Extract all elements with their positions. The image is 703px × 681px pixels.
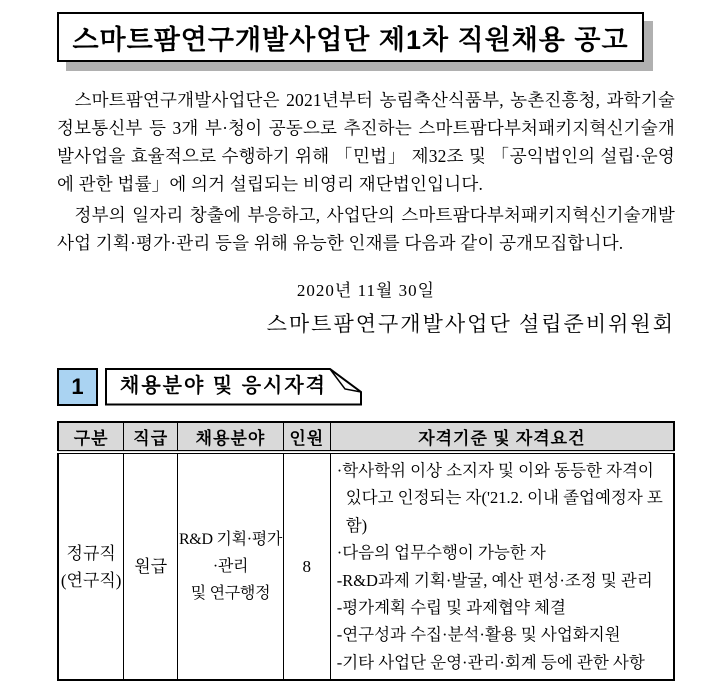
cell-count: 8 [283,452,330,680]
category-line-2: (연구직) [60,570,122,590]
table-row [58,452,674,680]
table-header-row [58,422,674,452]
header-qualifications: 자격기준 및 자격요건 [330,422,674,452]
cell-grade: 원급 [124,452,178,680]
header-field: 채용분야 [178,422,284,452]
intro-paragraph-2: 정부의 일자리 창출에 부응하고, 사업단의 스마트팜다부처패키지혁신기술개발사업 기획·평가·관리 등을 위해 유능한 인재를 다음과 같이 공개모집합니다. [57,205,675,253]
qualification-line: ·다음의 업무수행이 가능한 자 [336,543,546,563]
notice-title-box [57,12,644,62]
qualification-line: -R&D과제 기획·발굴, 예산 편성·조정 및 관리 [336,570,653,590]
cell-category [58,452,124,680]
qualification-line: -연구성과 수집·분석·활용 및 사업화지원 [336,625,621,645]
header-count: 인원 [283,422,330,452]
field-line-2: 및 연구행정 [190,585,271,603]
cell-qualifications [330,452,674,680]
section-number-badge: 1 [57,368,98,406]
notice-date: 2020년 11월 30일 [296,281,436,300]
section-heading [57,368,363,406]
signature-committee: 스마트팜연구개발사업단 설립준비위원회 [266,312,675,336]
intro-paragraphs [57,86,675,257]
notice-title: 스마트팜연구개발사업단 제1차 직원채용 공고 [72,24,629,55]
header-grade: 직급 [124,422,178,452]
field-line-1: R&D 기획·평가·관리 [178,531,283,576]
section-label-box [105,368,363,406]
qualification-line: -평가계획 수립 및 과제협약 체결 [336,598,566,618]
category-line-1: 정규직 [66,543,116,563]
section-label: 채용분야 및 응시자격 [120,375,327,397]
qualification-line: ·학사학위 이상 소지자 및 이와 동등한 자격이 있다고 인정되는 자('21.2. 이내 졸업예정자 포함) [336,461,663,535]
cell-field [178,452,284,680]
header-category: 구분 [58,422,124,452]
recruitment-table [57,421,675,681]
qualification-line: -기타 사업단 운영·관리·회계 등에 관한 사항 [336,652,645,672]
intro-paragraph-1: 스마트팜연구개발사업단은 2021년부터 농림축산식품부, 농촌진흥청, 과학기술정보통신부 등 3개 부·청이 공동으로 추진하는 스마트팜다부처패키지혁신기술개발사업을 효율적으로 수행하기 위해 「민법」 제32조 및 「공익법인의 설립·운영에 관한 법률」에 의거 설립되는 비영리 재단법인입니다. [57,90,675,194]
